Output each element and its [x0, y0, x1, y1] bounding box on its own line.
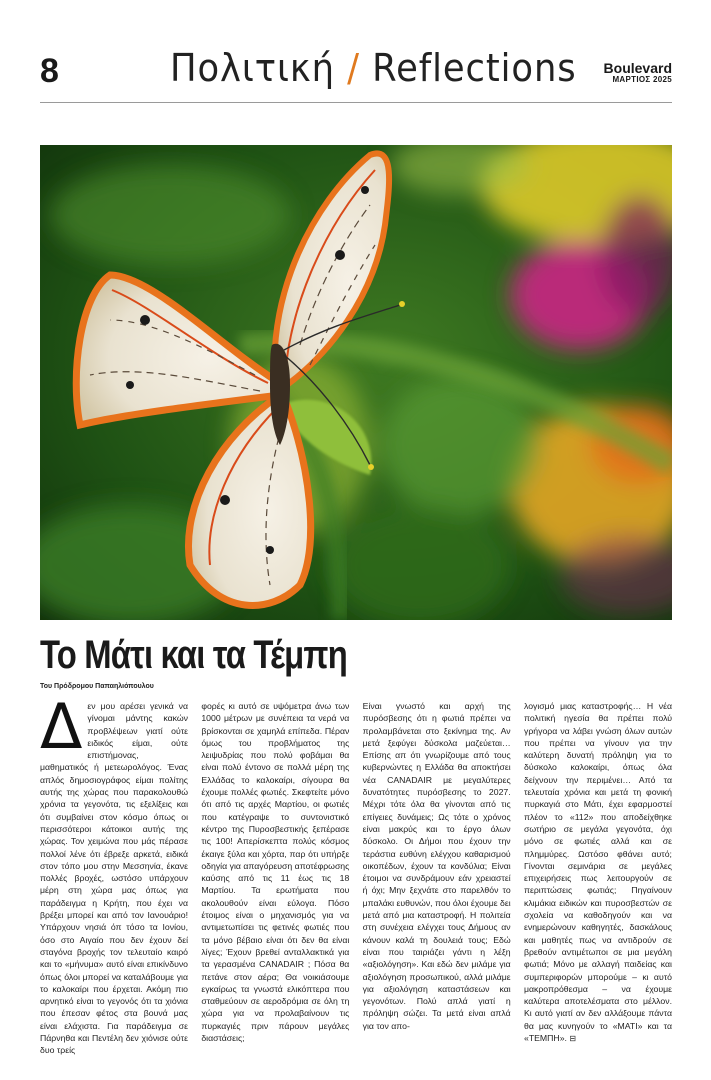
section-title-greek: Πολιτική [170, 46, 335, 90]
issue-date: ΜΑΡΤΙΟΣ 2025 [612, 74, 672, 84]
end-of-article-icon: ⊟ [569, 1034, 577, 1044]
drop-cap: Δ [40, 690, 83, 763]
column-text: φορές κι αυτό σε υψόμετρα άνω των 1000 μέτρων με συνέπεια τα νερά να βρίσκονται σε χαμηλά επίπεδα. Πέραν όμως του προβλήματος της λειψυδρίας που πολύ φοβάμαι θα είναι πολύ έντονο σε πολλά μέρη της Ελλάδας το καλοκαίρι, σίγουρα θα έχουμε πολλές φωτιές. Σκεφτείτε μόνο ότι από τις αρχές Μαρτίου, οι φωτιές που κατέγραψε το συντονιστικό κέντρο της Πυροσβεστικής ξεπέρασε τις 100! Απερίσκεπτα πολύς κόσμος έκαιγε ξύλα και χόρτα, παρ ότι υπήρξε οδηγία για απαγόρευση αποτέφρωσης καύσης από τις 11 έως τις 18 Μαρτίου. Τα ερωτήματα που ακολουθούν είναι εύλογα. Πόσο έτοιμος είναι ο μηχανισμός για να αντιμετωπίσει τις φετινές φωτιές που τα μόνο βέβαιο είναι ότι δεν θα είναι λίγες; Έχουν βρεθεί ανταλλακτικά για τα γερασμένα CANADAIR ; Πόσα θα πετάνε στον αέρα; Θα νοικιάσουμε εγκαίρως τα γνωστά ελικόπτερα που σταθμεύουν σε αεροδρόμια σε όλη τη χώρα για να προλαβαίνουν τις πυρκαγιές πριν πάρουν μεγάλες διαστάσεις; [201, 701, 350, 1044]
article-column-4 [524, 700, 672, 1065]
article-byline: Του Πρόδρομου Παπαηλιόπουλου [40, 683, 154, 690]
section-title [170, 46, 577, 90]
column-text: Είναι γνωστό και αρχή της πυρόσβεσης ότι η φωτιά πρέπει να προλαμβάνεται στο ξεκίνημα της. Αν μετά ξεφύγει δύσκολα μαζεύεται… Επίσης απ ότι γνωρίζουμε από τους κυβερνώντες η Ελλάδα θα αποκτήσει νέα CANADAIR με μεγαλύτερες δυνατότητες πυρόσβεσης το 2027. Μέχρι τότε όλα θα γίνονται από τις επίγειες δυνάμεις; Ως τότε ο χρόνος είναι μακρύς και το έργο όλων δύσκολο. Οι Δήμοι που έχουν την τεράστια ευθύνη ελέγχου καθαρισμού οικοπέδων, έχουν τα κονδύλια; Είναι έτοιμοι να συνδράμουν εάν χρειαστεί ή όχι; Μην ξεχνάτε στο παρελθόν το μπαλάκι ευθυνών, που όλοι έχουμε δει μετά από μια καταστροφή. Η πολιτεία στη συνέχεια ελέγχει τους Δήμους αν κάνουν καλά τη δουλειά τους; Εδώ είναι που ταιριάζει γάντι η λέξη «αξιολόγηση». Και εδώ δεν μιλάμε για αξιολόγηση προσωπικού, αλλά μιλάμε για αξιολόγηση καταστάσεων και γεγονότων. Πολύ απλά γιατί η πρόληψη σώζει. Τα μετά είναι απλά για τον απο- [362, 701, 511, 1031]
butterfly-illustration [40, 145, 672, 620]
column-text-body: λογισμό μιας καταστροφής… Η νέα πολιτική ηγεσία θα πρέπει πολύ γρήγορα να λάβει γνώση όλων αυτών που πρέπει να γίνουν για την καλύτερη δυνατή πρόληψη για το δύσκολο καλοκαίρι, όπως όλα δείχνουν την περιμένει… Από τα τελευταία χρόνια και μετά τη φονική πυρκαγιά στο Μάτι, έχει εφαρμοστεί πλέον το «112» που αποδείχθηκε σωτήριο σε μεγάλα γεγονότα, όχι μόνο σε φωτιές αλλά και σε πλημμύρες. Ωστόσο φθάνει αυτό; Γίνονται σεμινάρια σε μεγάλες επιχειρήσεις πως λειτουργούν σε περιπτώσεις φωτιάς; Πηγαίνουν κλιμάκια ειδικών και πυροσβεστών σε σχολεία να καθοδηγούν και να ενημερώνουν καθηγητές, δασκάλους και μαθητές πως να αντιδρούν σε βρεθούν αντιμέτωποι σε μια μεγάλη φωτιά; Μόνο με αλλαγή παιδείας και συμπεριφορών μπορούμε – κι αυτό μακροπρόθεσμα – να έχουμε καλύτερα αποτελέσματα στο μέλλον. Κι αυτό γιατί αν δεν αλλάξουμε πάντα θα μας κυνηγούν το «ΜΑΤΙ» και τα «ΤΕΜΠΗ». [523, 701, 672, 1044]
publication-brand [604, 61, 672, 84]
column-text: εν μου αρέσει γενικά να γίνομαι μάντης κακών προβλέψεων γιατί ούτε ειδικός είμαι, ούτε επιστήμονας, μαθηματικός ή μετεωρολόγος. Ένας απλός δημοσιογράφος είμαι πολίτης αυτής της χώρας που παρακολουθώ χρόνια τα γεγονότα, τις εξελίξεις και ότι συμβαίνει στον κόσμο όπως οι περισσότεροι κάτοικοι αυτής της χώρας. Τον χειμώνα που μάς πέρασε πολλοί λένε ότι έβρεξε αρκετά, ειδικά στον τόπο μου στην Μεσσηνία, έκανε πολλές βροχές, ωστόσο υπάρχουν μέρη στη χώρα μας όπως για παράδειγμα η Κρήτη, που έχει να βρέξει μπορεί και από τον Ιανουάριο! Υπάρχουν νησιά όπ τόσο τα Ιονίου, όσο στο Αιγαίο που δεν έχουν δεί σταγόνα βροχής τον τελευταίο καιρό και το «μήνυμα» αυτό είναι επικίνδυνο όπως όλοι μπορεί να καταλάβουμε για το καλοκαίρι που έρχεται. Ακόμη πιο αρνητικό είναι το γεγονός ότι τα χιόνια που έπεσαν φέτος στα βουνά μας είναι ελάχιστα. Για παράδειγμα σε Πάρνηθα και Πεντέλη δεν χιόνισε ούτε δυο τρείς [40, 701, 188, 1056]
column-text [524, 700, 672, 1045]
section-title-slash: / [347, 46, 360, 90]
article-column-1 [40, 690, 188, 1065]
section-title-english: Reflections [372, 46, 577, 90]
article-body [40, 690, 672, 1065]
article-column-2 [201, 700, 349, 1065]
article-column-3 [363, 700, 511, 1065]
page-header [40, 44, 672, 100]
header-divider [40, 102, 672, 103]
publication-name: Boulevard [603, 60, 672, 76]
page-number: 8 [40, 52, 58, 90]
article-title: Το Μάτι και τα Τέμπη [40, 633, 347, 677]
butterfly-photo [40, 145, 672, 620]
